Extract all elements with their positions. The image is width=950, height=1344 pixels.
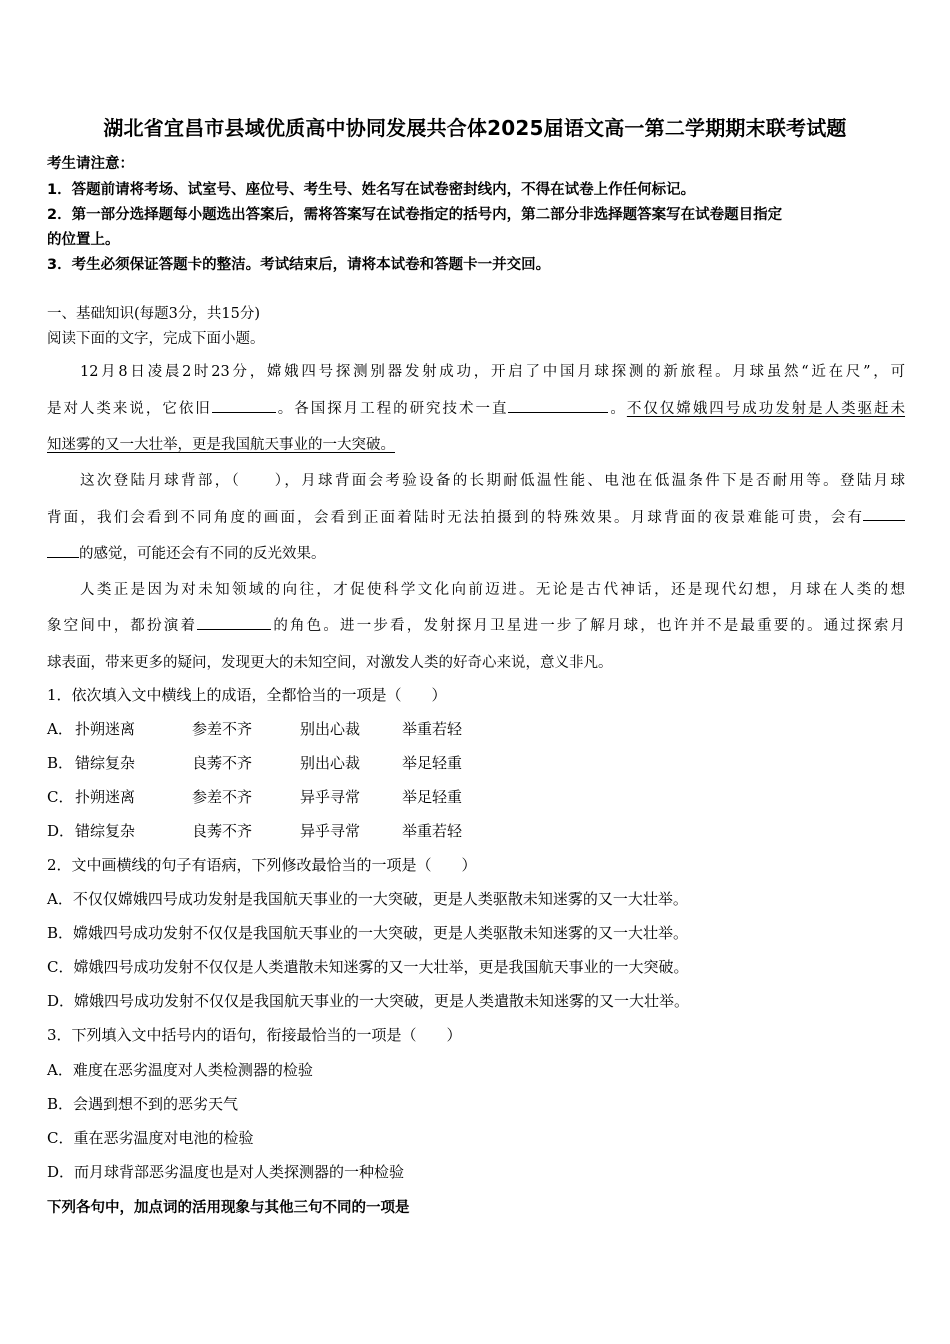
passage-text: 的角色。进一步看，发射探月卫星进一步了解月球，也许并不是最重要的。通过探索月 — [271, 618, 906, 634]
q1-option-word: 举足轻重 — [402, 788, 463, 806]
passage-p3-line2 — [47, 614, 905, 635]
q1-option-d-letter: D． — [47, 822, 75, 840]
question-1-stem: 1．依次填入文中横线上的成语，全都恰当的一项是（ ） — [47, 686, 447, 704]
q1-option-word: 别出心裁 — [300, 720, 361, 738]
q1-option-word: 良莠不齐 — [192, 822, 253, 840]
passage-text: 的感觉，可能还会有不同的反光效果。 — [79, 546, 326, 562]
q3-option-a: A．难度在恶劣温度对人类检测器的检验 — [47, 1061, 313, 1079]
q1-option-word: 异乎寻常 — [300, 788, 361, 806]
underlined-sentence: 不仅仅嫦娥四号成功发射是人类驱赶未 — [626, 401, 906, 417]
notice-heading: 考生请注意： — [47, 156, 134, 172]
q3-option-d: D．而月球背部恶劣温度也是对人类探测器的一种检验 — [47, 1163, 405, 1181]
q1-option-word: 错综复杂 — [75, 822, 136, 840]
notice-item-1: 1．答题前请将考场、试室号、座位号、考生号、姓名写在试卷密封线内，不得在试卷上作任何标记。 — [47, 182, 696, 198]
q2-option-d: D．嫦娥四号成功发射不仅仅是我国航天事业的一大突破，更是人类遣散未知迷雾的又一大壮举。 — [47, 992, 690, 1010]
passage-p2-line3 — [47, 542, 905, 563]
q1-option-word: 扑朔迷离 — [75, 720, 136, 738]
q1-option-word: 举重若轻 — [402, 822, 463, 840]
q1-option-word: 举重若轻 — [402, 720, 463, 738]
q1-option-word: 别出心裁 — [300, 754, 361, 772]
question-3-stem: 3．下列填入文中括号内的语句，衔接最恰当的一项是（ ） — [47, 1026, 462, 1044]
passage-text: 。 — [608, 401, 627, 417]
underlined-sentence-cont: 知迷雾的又一大壮举，更是我国航天事业的一大突破。 — [47, 437, 395, 453]
section-heading: 一、基础知识(每题3分，共15分) — [47, 306, 260, 322]
q1-option-word: 异乎寻常 — [300, 822, 361, 840]
passage-p1-line2 — [47, 397, 905, 418]
q1-option-a-letter: A． — [47, 720, 73, 738]
q1-option-word: 参差不齐 — [192, 788, 253, 806]
notice-item-2: 2．第一部分选择题每小题选出答案后，需将答案写在试卷指定的括号内，第二部分非选择题答案写在试卷题目指定 — [47, 207, 783, 223]
q2-option-c: C．嫦娥四号成功发射不仅仅是人类遣散未知迷雾的又一大壮举，更是我国航天事业的一大突破。 — [47, 958, 689, 976]
q1-option-word: 举足轻重 — [402, 754, 463, 772]
passage-p1-line1: 12月8日凌晨2时23分，嫦娥四号探测别器发射成功，开启了中国月球探测的新旅程。月球虽然“近在尺”，可 — [80, 364, 905, 380]
fill-blank-1 — [212, 398, 276, 413]
q1-option-word: 错综复杂 — [75, 754, 136, 772]
q1-option-c-letter: C． — [47, 788, 74, 806]
passage-text: 象空间中，都扮演着 — [47, 618, 198, 634]
q3-option-b: B．会遇到想不到的恶劣天气 — [47, 1095, 239, 1113]
section-intro: 阅读下面的文字，完成下面小题。 — [47, 331, 265, 347]
exam-title: 湖北省宜昌市县域优质高中协同发展共合体2025届语文高一第二学期期末联考试题 — [103, 116, 847, 140]
passage-text: 是对人类来说，它依旧 — [47, 401, 212, 417]
q1-option-word: 良莠不齐 — [192, 754, 253, 772]
fill-blank-3 — [863, 506, 905, 521]
passage-p3-line1: 人类正是因为对未知领域的向往，才促使科学文化向前迈进。无论是古代神话，还是现代幻想，月球在人类的想 — [80, 582, 905, 598]
q3-option-c: C．重在恶劣温度对电池的检验 — [47, 1129, 254, 1147]
fill-blank-2 — [508, 398, 608, 413]
passage-p2-line2: 背面，我们会看到不同角度的画面，会看到正面着陆时无法拍摄到的特殊效果。月球背面的夜景难能可贵，会有 — [47, 510, 862, 526]
passage-p1-line3 — [47, 433, 905, 454]
q1-option-b-letter: B． — [47, 754, 74, 772]
notice-item-3: 3．考生必须保证答题卡的整洁。考试结束后，请将本试卷和答题卡一并交回。 — [47, 257, 551, 273]
notice-item-2-cont: 的位置上。 — [47, 232, 120, 248]
passage-text: 。各国探月工程的研究技术一直 — [275, 401, 509, 417]
fill-blank-3-cont — [47, 543, 79, 558]
next-question-heading: 下列各句中，加点词的活用现象与其他三句不同的一项是 — [47, 1200, 410, 1216]
q2-option-b: B．嫦娥四号成功发射不仅仅是我国航天事业的一大突破，更是人类驱散未知迷雾的又一大壮举。 — [47, 924, 689, 942]
q1-option-word: 参差不齐 — [192, 720, 253, 738]
question-2-stem: 2．文中画横线的句子有语病，下列修改最恰当的一项是（ ） — [47, 856, 477, 874]
passage-p2-line1: 这次登陆月球背部，（ ），月球背面会考验设备的长期耐低温性能、电池在低温条件下是否耐用等。登陆月球 — [80, 473, 905, 489]
fill-blank-4 — [197, 615, 271, 630]
q1-option-word: 扑朔迷离 — [75, 788, 136, 806]
passage-p3-line3: 球表面，带来更多的疑问，发现更大的未知空间，对激发人类的好奇心来说，意义非凡。 — [47, 655, 613, 671]
q2-option-a: A．不仅仅嫦娥四号成功发射是我国航天事业的一大突破，更是人类驱散未知迷雾的又一大壮举。 — [47, 890, 688, 908]
